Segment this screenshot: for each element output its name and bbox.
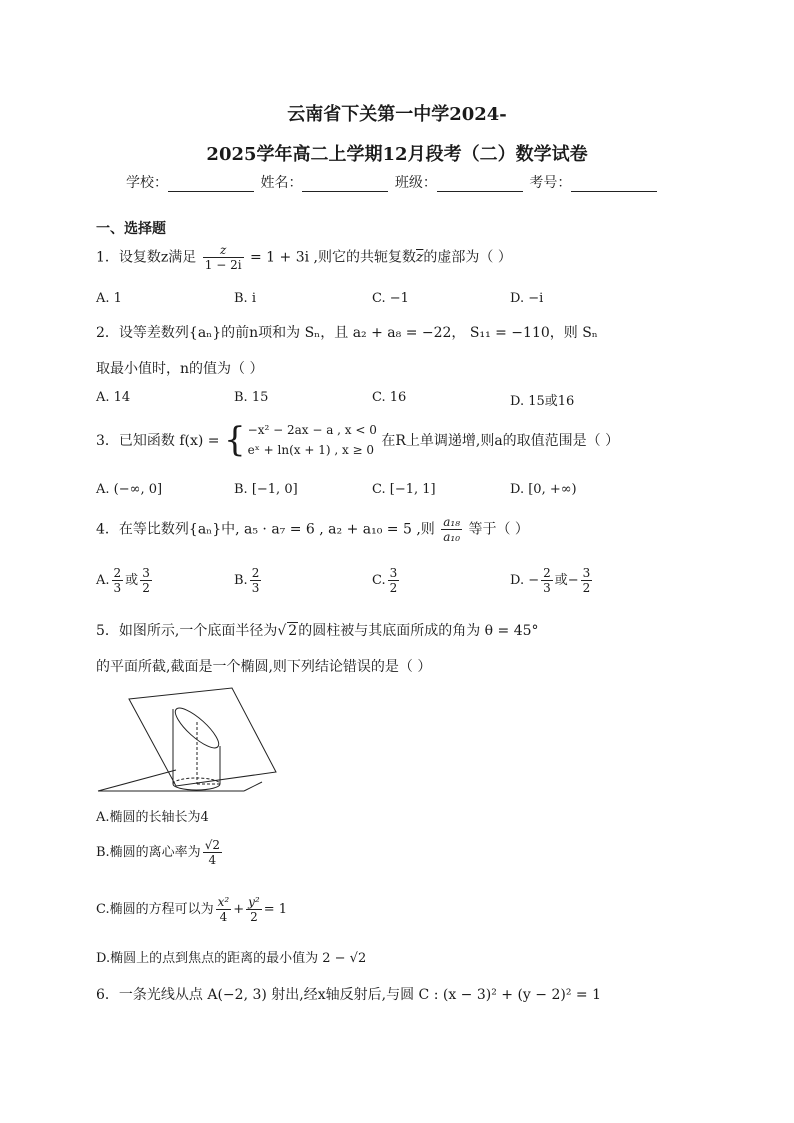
q4-opt-d-frac2 <box>581 566 593 595</box>
q3-option-c: C. [−1, 1] <box>372 482 436 497</box>
q3-prefix: 3．已知函数 f(x) = <box>96 433 220 449</box>
q1-option-d: D. −i <box>510 291 544 306</box>
q5-opt-c-frac2 <box>246 895 262 924</box>
num: x² <box>217 895 230 909</box>
q3-cases <box>248 420 377 460</box>
num: 3 <box>582 566 591 580</box>
q5-sqrt-value: 2 <box>288 623 298 639</box>
num: √2 <box>204 838 220 852</box>
q5-opt-d-value: 2 − √2 <box>322 951 367 966</box>
q4-opt-a-frac2 <box>140 566 152 595</box>
school-blank <box>168 177 254 192</box>
name-blank <box>302 177 388 192</box>
num: y² <box>248 895 260 909</box>
q5-opt-b-frac <box>203 838 222 867</box>
class-label: 班级： <box>394 175 437 191</box>
name-label: 姓名： <box>260 175 303 191</box>
q4-opt-a-frac1 <box>112 566 124 595</box>
num: 2 <box>543 566 551 580</box>
q5-option-c <box>96 895 287 924</box>
exam-title-line2: 2025学年高二上学期12月段考（二）数学试卷 <box>206 144 588 165</box>
q1-text-b: = 1 + 3i ,则它的共轭复数 <box>250 249 417 266</box>
q4-opt-b-label: B. <box>234 573 248 588</box>
q3-option-d: D. [0, +∞) <box>510 482 577 497</box>
num: 3 <box>389 566 398 580</box>
q4-text-a: 4．在等比数列{aₙ}中, a₅ · a₇ = 6 , a₂ + a₁₀ = 5 ,则 <box>96 521 435 538</box>
q3-option-b: B. [−1, 0] <box>234 482 298 497</box>
q4-frac-den: a₁₀ <box>443 530 461 544</box>
den: 4 <box>219 910 228 924</box>
question-1 <box>96 243 512 272</box>
exam-number-label: 考号： <box>529 175 572 191</box>
section-heading: 一、选择题 <box>96 221 166 237</box>
q4-opt-a-label: A. <box>96 573 110 588</box>
q4-option-b <box>234 566 263 595</box>
q2-option-c: C. 16 <box>372 390 407 405</box>
q1-option-a: A. 1 <box>96 291 122 306</box>
q4-frac-num: a₁₈ <box>443 515 461 529</box>
q5-opt-c-frac1 <box>216 895 232 924</box>
q1-option-c: C. −1 <box>372 291 409 306</box>
q5-line1: 5．如图所示,一个底面半径为√ 2的圆柱被与其底面所成的角为 θ = 45° <box>96 623 539 639</box>
q1-option-b: B. i <box>234 291 256 306</box>
num: 2 <box>113 566 122 580</box>
q4-opt-d-frac1 <box>541 566 553 595</box>
q1-frac-num: z <box>203 243 244 258</box>
q5-opt-c-text: C.椭圆的方程可以为 <box>96 902 214 917</box>
den: 4 <box>208 853 217 867</box>
q4-text-b: 等于（ ） <box>468 521 529 538</box>
class-blank <box>437 177 523 192</box>
inclined-plane <box>129 688 276 786</box>
school-label: 学校： <box>126 175 168 191</box>
q4-option-a <box>96 566 154 595</box>
den: 2 <box>250 910 258 924</box>
den: 3 <box>113 581 122 595</box>
q5-opt-c-eq: = 1 <box>263 902 287 917</box>
q3-case2: eˣ + ln(x + 1) , x ≥ 0 <box>247 443 375 457</box>
question-4 <box>96 515 529 544</box>
den: 2 <box>582 581 591 595</box>
den: 3 <box>251 581 260 595</box>
q1-frac-den: 1 − 2i <box>204 258 242 272</box>
q2-option-b: B. 15 <box>234 390 269 405</box>
q1-fraction <box>203 243 244 272</box>
student-info-row <box>126 172 659 192</box>
q3-brace: { <box>224 420 246 460</box>
den: 2 <box>142 581 150 595</box>
q6-line1: 6．一条光线从点 A(−2, 3) 射出,经x轴反射后,与圆 C : (x − 3)² + (y − 2)² = 1 <box>96 987 601 1003</box>
q4-opt-a-or: 或 <box>125 573 139 588</box>
q2-line2: 取最小值时，n的值为（ ） <box>96 361 264 377</box>
q4-opt-c-label: C. <box>372 573 386 588</box>
q5-line2: 的平面所截,截面是一个椭圆,则下列结论错误的是（ ） <box>96 659 432 675</box>
q2-option-a: A. 14 <box>96 390 131 405</box>
den: 3 <box>543 581 551 595</box>
q4-fraction <box>441 515 462 544</box>
q1-text-a: 1．设复数z满足 <box>96 249 197 266</box>
q4-opt-d-label: D. − <box>510 573 540 588</box>
q4-option-c <box>372 566 401 595</box>
q5-option-a: A.椭圆的长轴长为4 <box>96 810 209 825</box>
q3-suffix: 在R上单调递增,则a的取值范围是（ ） <box>381 433 620 449</box>
num: 3 <box>142 566 150 580</box>
cylinder-cut-figure <box>94 684 279 796</box>
exam-title-line1: 云南省下关第一中学2024- <box>287 104 507 125</box>
q4-opt-b-frac <box>250 566 262 595</box>
q1-text-c: 的虚部为（ ） <box>423 249 512 266</box>
den: 2 <box>389 581 398 595</box>
num: 2 <box>251 566 260 580</box>
q5-opt-b-text: B.椭圆的离心率为 <box>96 845 201 860</box>
question-3 <box>96 420 619 460</box>
q4-opt-d-or: 或− <box>554 573 579 588</box>
q5-option-b <box>96 838 224 867</box>
q4-opt-c-frac <box>388 566 400 595</box>
q5-opt-d-text: D.椭圆上的点到焦点的距离的最小值为 <box>96 951 319 966</box>
q4-option-d <box>510 566 594 595</box>
q5-text-b: 的圆柱被与其底面所成的角为 θ = 45° <box>298 623 539 639</box>
q2-option-d: D. 15或16 <box>510 394 575 409</box>
q5-opt-c-plus: + <box>233 902 245 917</box>
exam-number-blank <box>571 177 657 192</box>
q3-case1: −x² − 2ax − a , x < 0 <box>247 423 377 437</box>
q3-option-a: A. (−∞, 0] <box>96 482 163 497</box>
q5-text-a: 5．如图所示,一个底面半径为 <box>96 623 278 639</box>
q2-line1: 2．设等差数列{aₙ}的前n项和为 Sₙ，且 a₂ + a₈ = −22， S₁₁ = −110，则 Sₙ <box>96 325 598 341</box>
q5-option-d <box>96 947 366 966</box>
q1-conjugate: $\overline{z}$ <box>416 249 424 266</box>
